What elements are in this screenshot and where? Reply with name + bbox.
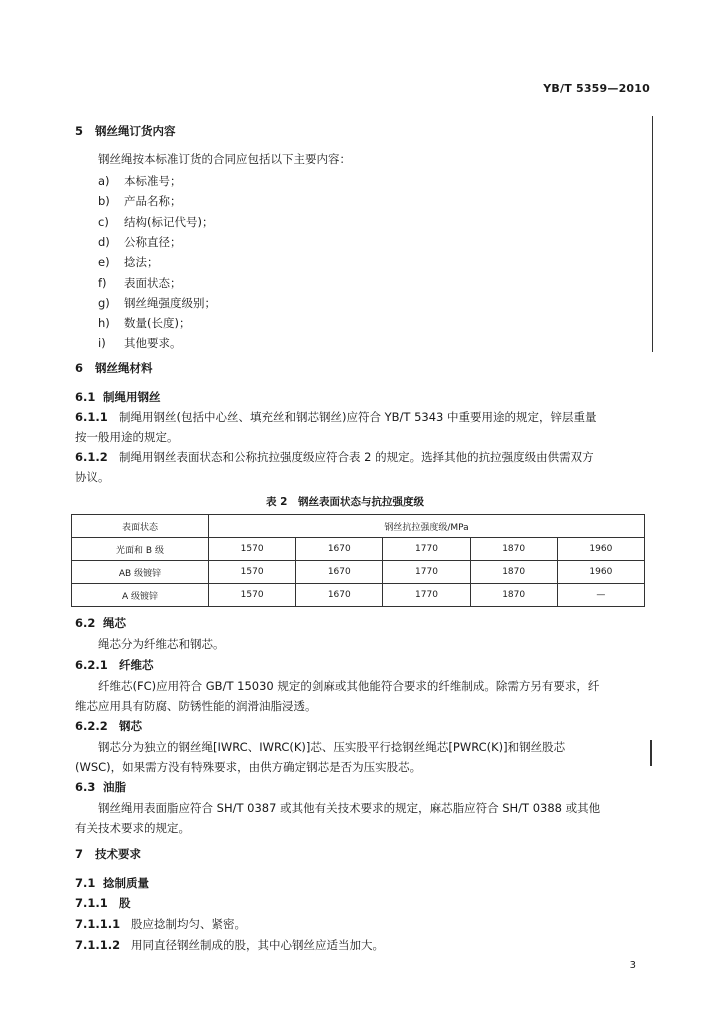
section-6-2-2-heading: 6.2.2 钢芯 — [75, 719, 142, 733]
list-item-text: 本标准号； — [124, 174, 182, 188]
list-marker: h) — [98, 316, 110, 331]
list-item — [98, 254, 159, 270]
section-6-2-1-line1: 纤维芯(FC)应用符合 GB/T 15030 规定的剑麻或其他能符合要求的纤维制成。除需方另有要求，纤 — [98, 679, 600, 693]
table-header-row — [72, 515, 645, 538]
table-cell: — — [557, 584, 644, 607]
list-item — [98, 234, 182, 250]
list-marker: f) — [98, 275, 107, 290]
section-7-1-1-heading: 7.1.1 股 — [75, 896, 131, 910]
section-6-3-heading: 6.3 油脂 — [75, 780, 126, 794]
list-marker: d) — [98, 234, 110, 249]
table-cell: 1670 — [296, 538, 383, 561]
list-item — [98, 173, 182, 189]
list-item-text: 捻法； — [124, 255, 159, 270]
table-cell: 1670 — [296, 584, 383, 607]
section-6-2-body: 绳芯分为纤维芯和钢芯。 — [98, 637, 225, 651]
list-item-text: 数量(长度)； — [124, 316, 191, 331]
section-7-1-1-2: 7.1.1.2 用同直径钢丝制成的股，其中心钢丝应适当加大。 — [75, 938, 384, 952]
table-header-cell: 钢丝抗拉强度级/MPa — [209, 515, 645, 538]
table-row — [72, 538, 645, 561]
list-item — [98, 193, 182, 209]
section-6-1-1-line2: 按一般用途的规定。 — [75, 430, 179, 444]
section-7-1-heading: 7.1 捻制质量 — [75, 876, 149, 890]
page-number: 3 — [629, 960, 636, 971]
table-cell: 1770 — [383, 538, 470, 561]
list-marker: e) — [98, 255, 110, 270]
section-6-3-line1: 钢丝绳用表面脂应符合 SH/T 0387 或其他有关技术要求的规定，麻芯脂应符合 SH/T 0388 或其他 — [98, 801, 601, 815]
section-6-2-2-line2: (WSC)，如果需方没有特殊要求，由供方确定钢芯是否为压实股芯。 — [75, 760, 422, 774]
list-item — [98, 315, 190, 331]
table-2 — [71, 514, 645, 607]
list-item-text: 表面状态； — [124, 275, 182, 290]
section-6-2-2-line1: 钢芯分为独立的钢丝绳[IWRC、IWRC(K)]芯、压实股平行捻钢丝绳芯[PWRC(K)]和钢丝股芯 — [98, 740, 566, 754]
table-cell: 1570 — [209, 561, 296, 584]
table-cell: AB 级镀锌 — [72, 561, 209, 584]
list-item — [98, 295, 216, 311]
table-cell: 光面和 B 级 — [72, 538, 209, 561]
section-6-1-2-line1: 6.1.2 制绳用钢丝表面状态和公称抗拉强度级应符合表 2 的规定。选择其他的抗拉强度级由供需双方 — [75, 450, 594, 464]
list-item — [98, 214, 213, 230]
list-marker: g) — [98, 295, 110, 310]
list-item — [98, 275, 182, 291]
table-cell: 1870 — [470, 538, 557, 561]
table-2-caption: 表 2 钢丝表面状态与抗拉强度级 — [266, 496, 424, 508]
table-cell: 1870 — [470, 584, 557, 607]
section-6-heading: 6 钢丝绳材料 — [75, 361, 153, 375]
list-item-text: 结构(标记代号)； — [124, 214, 214, 229]
revision-bar — [650, 740, 652, 766]
table-cell: 1870 — [470, 561, 557, 584]
section-7-1-1-1: 7.1.1.1 股应捻制均匀、紧密。 — [75, 917, 246, 931]
table-header-cell: 表面状态 — [72, 515, 209, 538]
standard-code: YB/T 5359—2010 — [543, 82, 650, 95]
section-6-1-heading: 6.1 制绳用钢丝 — [75, 390, 161, 404]
section-6-2-heading: 6.2 绳芯 — [75, 616, 126, 630]
section-6-1-1-line1: 6.1.1 制绳用钢丝(包括中心丝、填充丝和钢芯钢丝)应符合 YB/T 5343 中重要用途的规定，锌层重量 — [75, 410, 597, 424]
table-cell: 1770 — [383, 561, 470, 584]
table-cell: 1670 — [296, 561, 383, 584]
list-item-text: 产品名称； — [124, 194, 182, 209]
list-item-text: 其他要求。 — [124, 336, 182, 351]
revision-bar — [652, 116, 653, 352]
list-item-text: 公称直径； — [124, 234, 182, 249]
table-row — [72, 561, 645, 584]
section-6-2-1-heading: 6.2.1 纤维芯 — [75, 658, 154, 672]
table-cell: 1570 — [209, 584, 296, 607]
table-cell: 1960 — [557, 561, 644, 584]
section-6-1-2-line2: 协议。 — [75, 470, 110, 484]
table-cell: 1960 — [557, 538, 644, 561]
table-row — [72, 584, 645, 607]
list-marker: i) — [98, 336, 106, 351]
list-marker: a) — [98, 174, 110, 188]
section-6-2-1-line2: 维芯应用具有防腐、防锈性能的润滑油脂浸透。 — [75, 699, 317, 713]
table-cell: 1570 — [209, 538, 296, 561]
section-5-intro: 钢丝绳按本标准订货的合同应包括以下主要内容： — [98, 152, 351, 166]
list-item-text: 钢丝绳强度级别； — [124, 295, 216, 310]
section-5-heading: 5 钢丝绳订货内容 — [75, 124, 176, 138]
table-cell: A 级镀锌 — [72, 584, 209, 607]
list-marker: c) — [98, 214, 109, 229]
section-6-3-line2: 有关技术要求的规定。 — [75, 821, 190, 835]
list-marker: b) — [98, 194, 110, 209]
section-7-heading: 7 技术要求 — [75, 847, 141, 861]
table-cell: 1770 — [383, 584, 470, 607]
list-item — [98, 335, 182, 351]
